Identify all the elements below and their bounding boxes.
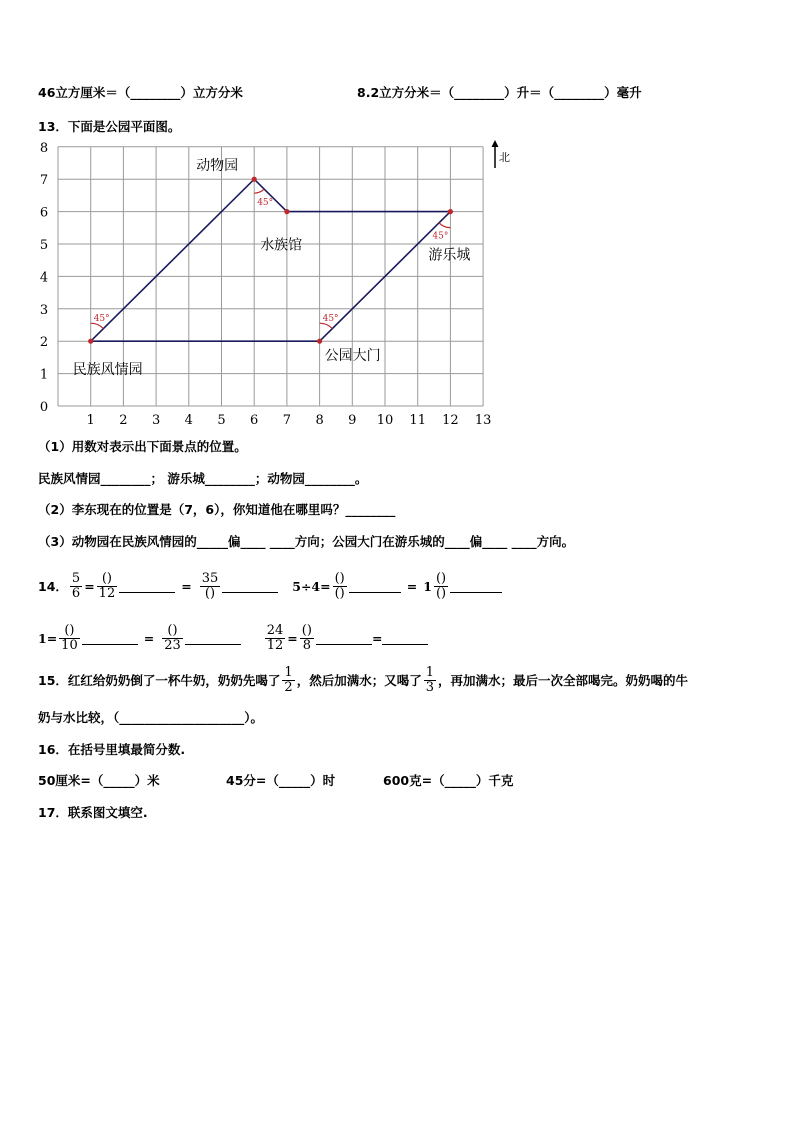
q14-eq-6: = (371, 630, 383, 646)
q14-blank-8[interactable] (382, 632, 428, 645)
map-ticks (40, 141, 492, 428)
angle-arc-amusement (439, 223, 450, 228)
x-tick-label: 10 (376, 413, 394, 428)
q12-line-a: 46立方厘米＝（________）立方分米 (38, 85, 243, 100)
q14-fraction-4: $\frac{()}{()}$ (334, 570, 345, 601)
point-gate (317, 339, 322, 344)
y-tick-label: 7 (39, 173, 49, 189)
q15-fraction-half: $\frac{1}{2}$ (284, 664, 293, 695)
point-amusement (448, 209, 453, 214)
q13-title: 13．下面是公园平面图。 (38, 119, 181, 134)
q14-eq-3: = (406, 578, 418, 594)
q14-blank-4[interactable] (450, 580, 502, 593)
q14-blank-7[interactable] (316, 632, 372, 645)
x-tick-label: 12 (442, 413, 459, 428)
q14-fraction-5: $\frac{()}{()}$ (435, 570, 447, 601)
q14-eq-1: = (84, 578, 95, 594)
q15-text-2: ，然后加满水；又喝了 (296, 673, 422, 688)
q14-eq-4: = (143, 630, 155, 646)
q16-item-b: 45分=（_____）时 (226, 773, 336, 788)
q14-division: 5÷4= (292, 578, 331, 594)
q16-item-c: 600克=（_____）千克 (383, 773, 514, 788)
x-tick-label: 2 (119, 413, 128, 428)
y-tick-label: 2 (39, 335, 49, 351)
y-tick-label: 1 (39, 367, 49, 383)
q15-text-3: ，再加满水；最后一次全部喝完。奶奶喝的牛 (437, 673, 688, 688)
q14-row1 (38, 566, 502, 606)
map-labels (73, 157, 471, 378)
label-folk-garden: 民族风情园 (72, 362, 143, 379)
x-tick-label: 4 (184, 413, 193, 428)
x-tick-label: 7 (282, 413, 292, 428)
q13-part1-title: （1）用数对表示出下面景点的位置。 (38, 439, 247, 454)
q14-eq-5: = (287, 630, 298, 646)
q15-line2: 奶与水比较，（____________________）。 (38, 710, 264, 725)
y-tick-label: 6 (39, 205, 49, 221)
y-tick-label: 4 (39, 270, 49, 286)
x-tick-label: 13 (474, 413, 492, 428)
q14-fraction-7: $\frac{()}{23}$ (164, 622, 181, 653)
x-tick-label: 5 (217, 413, 226, 428)
q15-line1 (38, 662, 688, 698)
park-map (30, 136, 530, 436)
q14-blank-5[interactable] (82, 632, 138, 645)
north-label: 北 (499, 151, 510, 164)
q14-fraction-6: $\frac{()}{10}$ (61, 622, 78, 653)
x-tick-label: 9 (348, 413, 357, 428)
q14-blank-2[interactable] (222, 580, 278, 593)
angle-label-folk: 45° (93, 314, 110, 325)
x-tick-label: 6 (250, 413, 259, 428)
point-zoo (252, 177, 257, 182)
y-tick-label: 8 (39, 140, 49, 156)
y-tick-label: 0 (39, 400, 49, 415)
q14-blank-6[interactable] (185, 632, 241, 645)
x-tick-label: 1 (86, 413, 95, 428)
q14-fraction-8: $\frac{24}{12}$ (266, 622, 284, 653)
q14-row2 (38, 618, 428, 658)
q13-part2: （2）李东现在的位置是（7，6），你知道他在哪里吗？________ (38, 502, 396, 517)
q15-fraction-third: $\frac{1}{3}$ (425, 664, 434, 695)
angle-label-gate: 45° (322, 314, 339, 325)
q14-blank-3[interactable] (349, 580, 401, 593)
q17-title: 17．联系图文填空. (38, 805, 148, 820)
q13-part1-blanks: 民族风情园________； 游乐城________；动物园________。 (38, 471, 368, 486)
x-tick-label: 3 (151, 413, 161, 428)
q16-title: 16．在括号里填最简分数. (38, 742, 186, 757)
q15-text-1: 15．红红给奶奶倒了一杯牛奶，奶奶先喝了 (38, 673, 281, 688)
angle-label-amusement: 45° (432, 231, 449, 242)
q14-label: 14． (38, 579, 68, 594)
angle-arc-zoo (254, 189, 264, 193)
y-tick-label: 3 (39, 302, 49, 318)
point-folk_garden (88, 339, 93, 344)
x-tick-label: 8 (315, 413, 324, 428)
point-aquarium (284, 209, 289, 214)
q14-blank-1[interactable] (119, 580, 175, 593)
q14-eq-2: = (181, 578, 192, 594)
q14-fraction-1: $\frac{5}{6}$ (71, 570, 81, 601)
label-amusement: 游乐城 (428, 247, 471, 264)
q12-line-b: 8.2立方分米＝（________）升＝（________）毫升 (357, 85, 642, 100)
label-gate: 公园大门 (324, 348, 381, 365)
q14-fraction-2: $\frac{()}{12}$ (98, 570, 116, 601)
y-tick-label: 5 (39, 238, 49, 253)
q14-one: 1= (38, 630, 58, 646)
q14-fraction-9: $\frac{()}{8}$ (301, 622, 312, 653)
angle-label-zoo: 45° (257, 198, 274, 209)
q13-part3: （3）动物园在民族风情园的_____偏____ ____方向；公园大门在游乐城的____偏____ ____方向。 (38, 534, 575, 549)
q14-whole: 1 (423, 578, 432, 594)
q14-fraction-3: $\frac{35}{()}$ (201, 570, 219, 601)
label-aquarium: 水族馆 (260, 237, 303, 254)
q16-item-a: 50厘米=（_____）米 (38, 773, 160, 788)
x-tick-label: 11 (409, 413, 426, 428)
label-zoo: 动物园 (196, 158, 239, 175)
